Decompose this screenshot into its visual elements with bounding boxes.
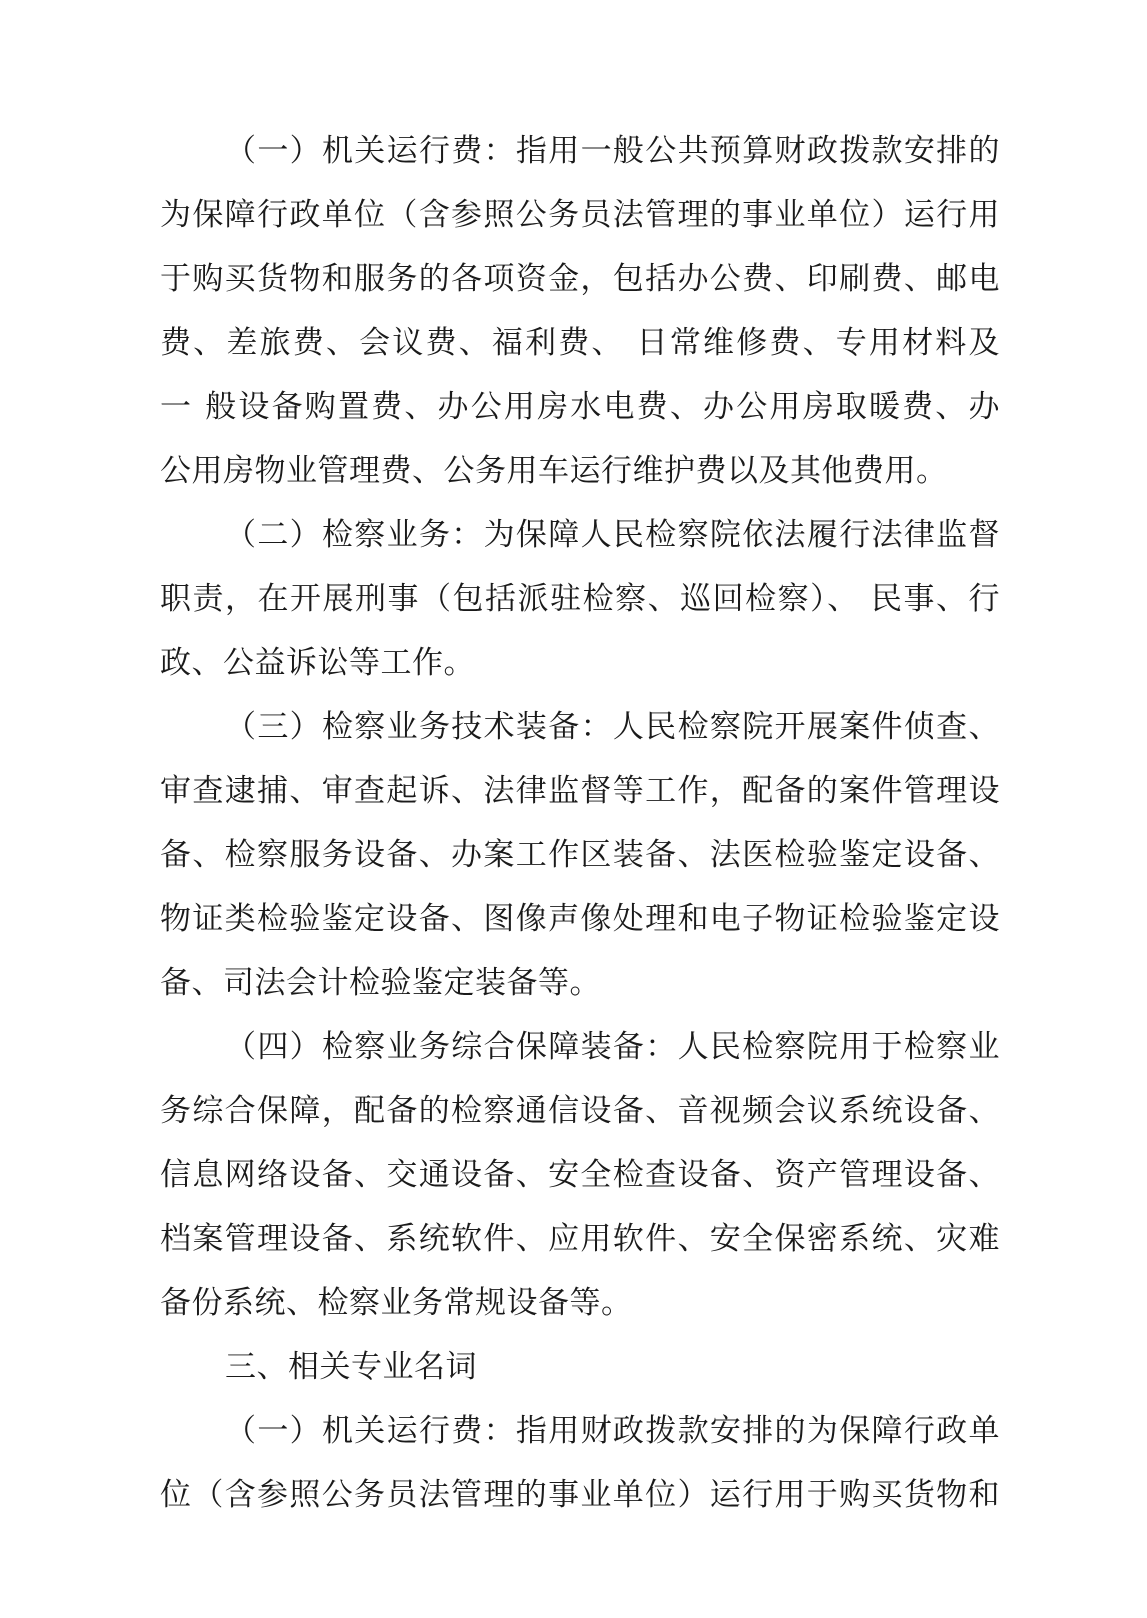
paragraph-line: （二）检察业务：为保障人民检察院依法履行法律监督 (225, 517, 1000, 553)
paragraph-line: 档案管理设备、系统软件、应用软件、安全保密系统、灾难 (160, 1221, 1000, 1257)
paragraph-line: 一 般设备购置费、办公用房水电费、办公用房取暖费、办 (160, 389, 1000, 425)
paragraph-line: 务综合保障，配备的检察通信设备、音视频会议系统设备、 (160, 1093, 1000, 1129)
paragraph-line: 公用房物业管理费、公务用车运行维护费以及其他费用。 (160, 453, 948, 489)
paragraph-line: 备、司法会计检验鉴定装备等。 (160, 965, 601, 1001)
paragraph-line: （一）机关运行费：指用一般公共预算财政拨款安排的 (225, 133, 1000, 169)
paragraph-line: 备、检察服务设备、办案工作区装备、法医检验鉴定设备、 (160, 837, 1000, 873)
paragraph-line: 于购买货物和服务的各项资金，包括办公费、印刷费、邮电 (160, 261, 1000, 297)
paragraph-line: 政、公益诉讼等工作。 (160, 645, 475, 681)
paragraph-line: 信息网络设备、交通设备、安全检查设备、资产管理设备、 (160, 1157, 1000, 1193)
paragraph-line: 审查逮捕、审查起诉、法律监督等工作，配备的案件管理设 (160, 773, 1000, 809)
paragraph-line: 位（含参照公务员法管理的事业单位）运行用于购买货物和 (160, 1477, 1000, 1513)
paragraph-line: 为保障行政单位（含参照公务员法管理的事业单位）运行用 (160, 197, 1000, 233)
paragraph-line: 物证类检验鉴定设备、图像声像处理和电子物证检验鉴定设 (160, 901, 1000, 937)
section-heading: 三、相关专业名词 (225, 1349, 477, 1385)
paragraph-line: （三）检察业务技术装备：人民检察院开展案件侦查、 (225, 709, 1000, 745)
paragraph-line: 备份系统、检察业务常规设备等。 (160, 1285, 633, 1321)
paragraph-line: 职责，在开展刑事（包括派驻检察、巡回检察）、 民事、行 (160, 581, 1000, 617)
paragraph-line: 费、差旅费、会议费、福利费、 日常维修费、专用材料及 (160, 325, 1000, 361)
paragraph-line: （四）检察业务综合保障装备：人民检察院用于检察业 (225, 1029, 1000, 1065)
paragraph-line: （一）机关运行费：指用财政拨款安排的为保障行政单 (225, 1413, 1000, 1449)
